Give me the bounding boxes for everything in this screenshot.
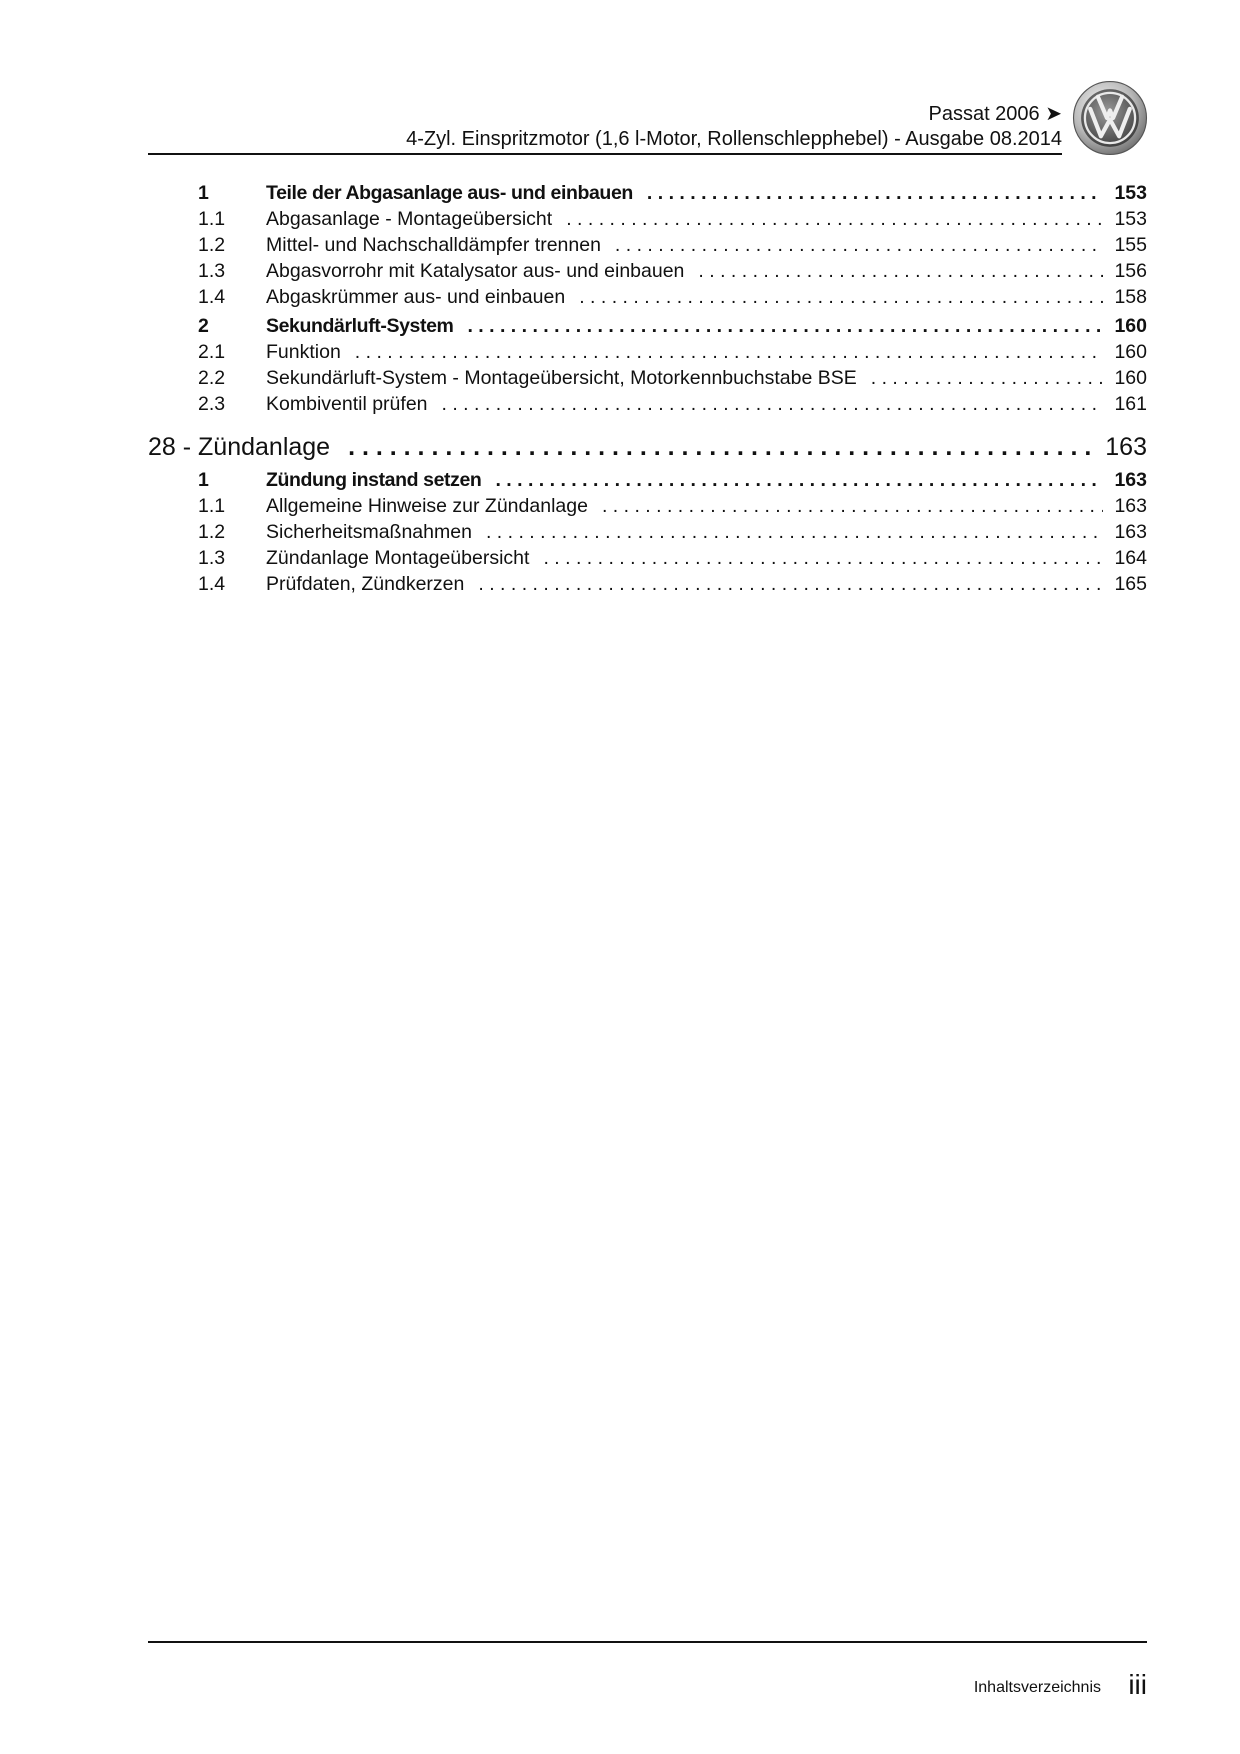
toc-entry[interactable] [148, 365, 1147, 391]
toc-entry-title: Sekundärluft-System - Montageübersicht, Motorkennbuchstabe BSE [266, 367, 857, 389]
toc-leader-dots [615, 232, 1103, 258]
toc-chapter-title: 28 - Zündanlage [148, 433, 331, 461]
toc-entry-title: Abgaskrümmer aus- und einbauen [266, 286, 566, 308]
toc-leader-dots [602, 493, 1103, 519]
toc-entry[interactable] [148, 206, 1147, 232]
toc-entry-page: 158 [1114, 286, 1147, 308]
toc-entry-title: Zündanlage Montageübersicht [266, 547, 530, 569]
toc-entry[interactable] [148, 493, 1147, 519]
toc-entry[interactable] [148, 339, 1147, 365]
toc-leader-dots [486, 519, 1103, 545]
toc-entry-title: Sicherheitsmaßnahmen [266, 521, 472, 543]
toc-entry-number: 2.2 [198, 367, 226, 389]
toc-entry-page: 160 [1114, 315, 1147, 337]
toc-entry-title: Teile der Abgasanlage aus- und einbauen [266, 182, 633, 204]
toc-entry-title: Allgemeine Hinweise zur Zündanlage [266, 495, 588, 517]
toc-leader-dots [698, 258, 1103, 284]
toc-leader-dots [871, 365, 1103, 391]
toc-entry-title: Sekundärluft-System [266, 315, 454, 337]
toc-entry-page: 164 [1114, 547, 1147, 569]
toc-leader-dots [566, 206, 1103, 232]
toc-entry-number: 1.2 [198, 234, 226, 256]
toc-entry[interactable] [148, 519, 1147, 545]
toc-leader-dots [348, 427, 1099, 467]
toc-entry-number: 2.1 [198, 341, 226, 363]
toc-entry[interactable] [148, 232, 1147, 258]
toc-entry[interactable] [148, 313, 1147, 339]
toc-entry-page: 163 [1114, 469, 1147, 491]
footer-rule [148, 1641, 1147, 1643]
toc-entry-title: Abgasanlage - Montageübersicht [266, 208, 553, 230]
toc-entry-number: 2.3 [198, 393, 226, 415]
toc-entry-title: Zündung instand setzen [266, 469, 482, 491]
toc-entry[interactable] [148, 467, 1147, 493]
toc-entry[interactable] [148, 180, 1147, 206]
toc-leader-dots [543, 545, 1103, 571]
toc-entry[interactable] [148, 284, 1147, 310]
toc-entry-title: Kombiventil prüfen [266, 393, 428, 415]
header-rule [148, 153, 1062, 155]
toc-entry-page: 165 [1114, 573, 1147, 595]
toc-entry[interactable] [148, 391, 1147, 417]
toc-entry-page: 153 [1114, 182, 1147, 204]
toc-entry-page: 161 [1114, 393, 1147, 415]
toc-leader-dots [495, 467, 1103, 493]
toc-entry-page: 160 [1114, 367, 1147, 389]
toc-leader-dots [579, 284, 1103, 310]
toc-entry-page: 155 [1114, 234, 1147, 256]
toc-leader-dots [647, 180, 1103, 206]
toc-entry-number: 1.2 [198, 521, 226, 543]
page-header [148, 78, 1148, 152]
toc-entry-title: Abgasvorrohr mit Katalysator aus- und einbauen [266, 260, 685, 282]
toc-entry-number: 1 [198, 469, 209, 491]
toc-entry-number: 1.4 [198, 573, 226, 595]
toc-entry-number: 1 [198, 182, 209, 204]
header-model: Passat 2006 ➤ [928, 103, 1062, 125]
toc-entry[interactable] [148, 258, 1147, 284]
toc-entry-number: 2 [198, 315, 209, 337]
toc-chapter-page: 163 [1105, 433, 1147, 461]
toc-leader-dots [355, 339, 1103, 365]
footer-page-number: iii [1128, 1669, 1147, 1700]
toc-leader-dots [478, 571, 1103, 597]
toc-chapter[interactable] [148, 427, 1147, 467]
toc-entry-title: Mittel- und Nachschalldämpfer trennen [266, 234, 601, 256]
toc-entry-page: 160 [1114, 341, 1147, 363]
toc-entry-title: Prüfdaten, Zündkerzen [266, 573, 465, 595]
toc-entry-page: 163 [1114, 521, 1147, 543]
toc-leader-dots [442, 391, 1103, 417]
header-subtitle: 4-Zyl. Einspritzmotor (1,6 l-Motor, Rollenschlepphebel) - Ausgabe 08.2014 [406, 128, 1062, 150]
table-of-contents [148, 180, 1147, 597]
toc-entry-page: 156 [1114, 260, 1147, 282]
toc-entry[interactable] [148, 545, 1147, 571]
page-footer [148, 1641, 1147, 1701]
toc-entry-number: 1.1 [198, 208, 226, 230]
toc-entry-number: 1.4 [198, 286, 226, 308]
toc-entry-number: 1.3 [198, 547, 226, 569]
toc-entry[interactable] [148, 571, 1147, 597]
footer-section-label: Inhaltsverzeichnis [973, 1679, 1101, 1696]
toc-entry-page: 163 [1114, 495, 1147, 517]
toc-entry-title: Funktion [266, 341, 341, 363]
toc-entry-number: 1.1 [198, 495, 226, 517]
vw-logo-icon [1072, 80, 1148, 156]
toc-entry-number: 1.3 [198, 260, 226, 282]
toc-entry-page: 153 [1114, 208, 1147, 230]
toc-leader-dots [467, 313, 1103, 339]
